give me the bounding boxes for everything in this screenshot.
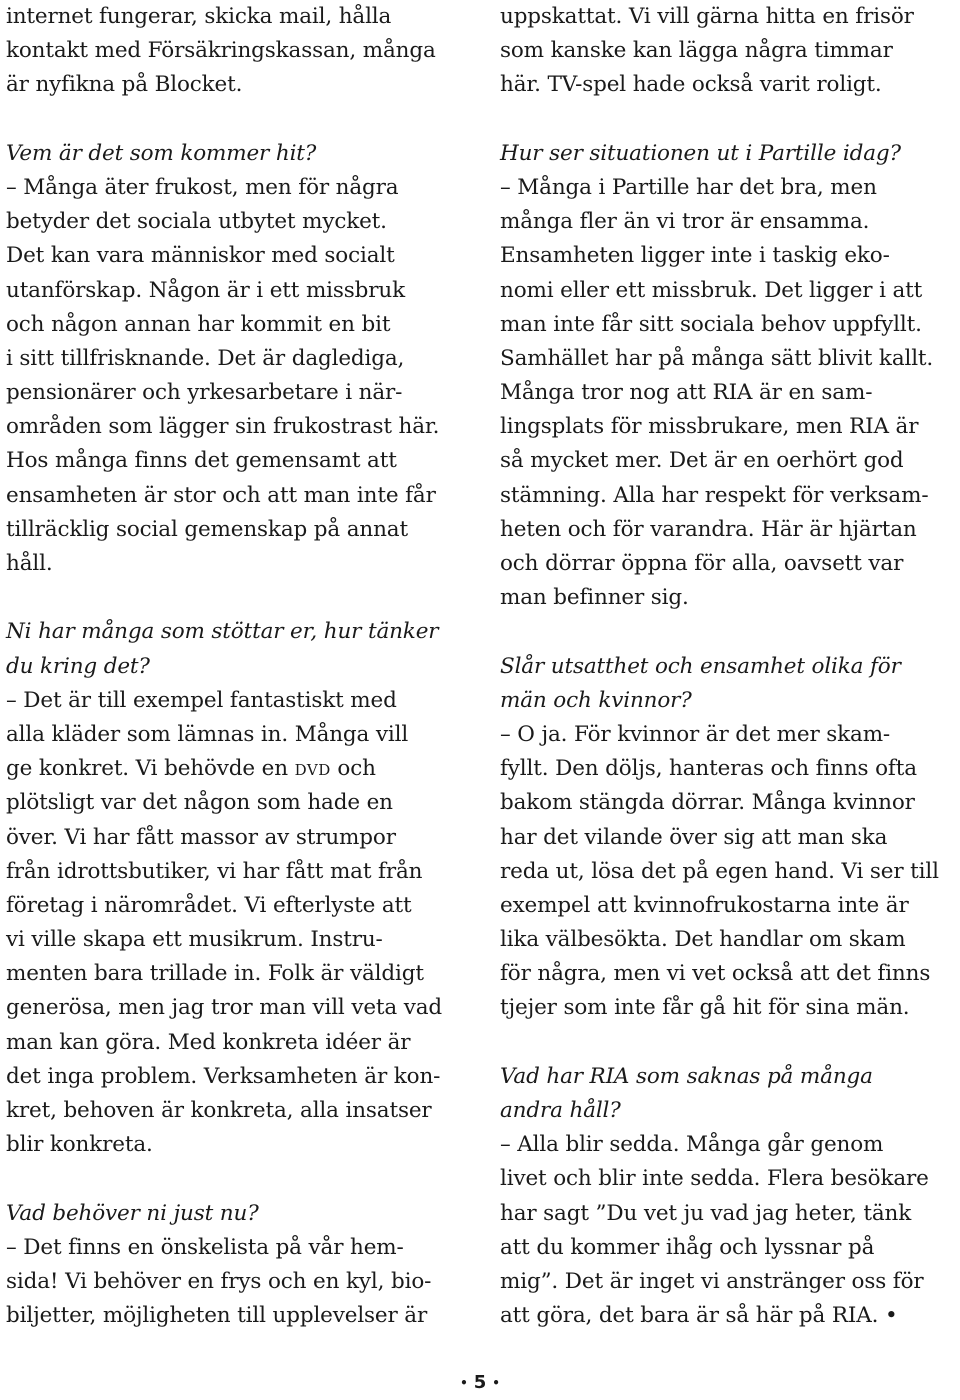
interview-question-line: andra håll?: [500, 1098, 621, 1123]
interview-answer-line: generösa, men jag tror man vill veta vad: [6, 995, 443, 1021]
interview-answer-line: Samhället har på många sätt blivit kallt.: [500, 345, 934, 371]
interview-answer-line: Många tror nog att RIA är en sam-: [500, 380, 873, 406]
interview-answer-line: har sagt ”Du vet ju vad jag heter, tänk: [500, 1200, 912, 1226]
interview-answer-line: är nyfikna på Blocket.: [6, 72, 243, 98]
interview-answer-line: håll.: [6, 551, 53, 576]
interview-answer-line: att du kommer ihåg och lyssnar på: [500, 1234, 875, 1260]
paragraph-gap: [6, 581, 471, 615]
interview-answer-line: blir konkreta.: [6, 1132, 153, 1158]
right-column: [500, 0, 960, 1333]
interview-answer-line: nomi eller ett missbruk. Det ligger i att: [500, 277, 923, 303]
interview-answer-line: kontakt med Försäkringskassan, många: [6, 38, 436, 64]
interview-answer-line: tillräcklig social gemenskap på annat: [6, 516, 408, 542]
interview-answer-line: företag i närområdet. Vi efterlyste att: [6, 892, 412, 918]
interview-answer-line: i sitt tillfrisknande. Det är dagledigа,: [6, 345, 405, 371]
interview-answer-line: områden som lägger sin frukostrast här.: [6, 414, 440, 440]
left-column-text: [6, 0, 471, 1333]
interview-answer-line: Hos många finns det gemensamt att: [6, 448, 397, 474]
interview-answer-line: Ensamheten ligger inte i taskig eko-: [500, 243, 890, 269]
interview-answer-line: internet fungerar, skicka mail, hålla: [6, 4, 392, 29]
page-number-value: 5: [473, 1372, 487, 1393]
interview-answer-line: vi ville skapa ett musikrum. Instru-: [6, 927, 383, 953]
interview-answer-line: och någon annan har kommit en bit: [6, 311, 391, 337]
interview-answer-line: – Det finns en önskelista på vår hem-: [6, 1234, 404, 1260]
interview-answer-line: bakom stängda dörrar. Många kvinnor: [500, 790, 915, 816]
interview-answer-line: pensionärer och yrkesarbetare i när-: [6, 380, 403, 406]
interview-answer-line: man befinner sig.: [500, 585, 689, 611]
interview-answer-line: – Många i Partille har det bra, men: [500, 174, 877, 200]
interview-question-line: Vad har RIA som saknas på många: [500, 1063, 873, 1089]
paragraph-gap: [500, 1026, 960, 1060]
right-column-text: [500, 0, 960, 1333]
interview-question-line: Slår utsatthet och ensamhet olika för: [500, 653, 901, 679]
interview-answer-line: utanförskap. Någon är i ett missbruk: [6, 277, 405, 303]
interview-answer-line: alla kläder som lämnas in. Många vill: [6, 721, 409, 747]
interview-answer-line: menten bara trillade in. Folk är väldigt: [6, 961, 424, 987]
paragraph-gap: [500, 103, 960, 137]
interview-answer-line: över. Vi har fått massor av strumpor: [6, 824, 396, 850]
interview-answer-line: man kan göra. Med konkreta idéer är: [6, 1029, 411, 1055]
page-number: [0, 1372, 960, 1393]
paragraph-gap: [500, 615, 960, 649]
interview-answer-line: har det vilande över sig att man ska: [500, 824, 888, 850]
interview-answer-line: plötsligt var det någon som hade en: [6, 790, 393, 816]
interview-answer-line: exempel att kvinnofrukostarna inte är: [500, 892, 909, 918]
page-number-ornament-right: •: [492, 1376, 500, 1390]
page-number-ornament-left: •: [460, 1376, 468, 1390]
paragraph-gap: [6, 1162, 471, 1196]
interview-question-line: män och kvinnor?: [500, 687, 692, 713]
interview-question-line: du kring det?: [6, 653, 150, 679]
interview-answer-line: heten och för varandra. Här är hjärtan: [500, 516, 917, 542]
interview-question-line: Vad behöver ni just nu?: [6, 1200, 259, 1226]
interview-answer-line: och dörrar öppna för alla, oavsett var: [500, 551, 904, 576]
interview-answer-line: reda ut, lösa det på egen hand. Vi ser till: [500, 858, 939, 884]
interview-answer-line: fyllt. Den döljs, hanteras och finns ofta: [500, 756, 917, 782]
interview-answer-line: – Många äter frukost, men för några: [6, 174, 399, 200]
small-caps-abbreviation: dvd: [294, 756, 331, 782]
interview-answer-line: från idrottsbutiker, vi har fått mat från: [6, 858, 423, 884]
interview-answer-line: här. TV-spel hade också varit roligt.: [500, 72, 882, 98]
interview-answer-line: ensamheten är stor och att man inte får: [6, 482, 436, 508]
left-column: [6, 0, 471, 1333]
interview-answer-line: tjejer som inte får gå hit för sina män.: [500, 995, 910, 1021]
paragraph-gap: [6, 103, 471, 137]
interview-answer-line: stämning. Alla har respekt för verksam-: [500, 482, 929, 508]
interview-answer-line: för några, men vi vet också att det finns: [500, 961, 931, 987]
interview-answer-line: uppskattat. Vi vill gärna hitta en frisör: [500, 4, 914, 29]
interview-answer-line: så mycket mer. Det är en oerhört god: [500, 448, 904, 474]
interview-answer-line: betyder det sociala utbytet mycket.: [6, 209, 387, 235]
interview-answer-line: livet och blir inte sedda. Flera besökare: [500, 1166, 929, 1192]
interview-answer-line: biljetter, möjligheten till upplevelser är: [6, 1303, 428, 1329]
interview-answer-line: som kanske kan lägga några timmar: [500, 38, 893, 64]
interview-answer-line: – O ja. För kvinnor är det mer skam-: [500, 721, 891, 747]
interview-answer-line: många fler än vi tror är ensamma.: [500, 209, 870, 235]
interview-answer-line: man inte får sitt sociala behov uppfyllt.: [500, 311, 922, 337]
interview-answer-line: ge konkret. Vi behövde en dvd och: [6, 756, 376, 782]
interview-answer-line: att göra, det bara är så här på RIA. •: [500, 1303, 898, 1329]
interview-answer-line: lika välbesökta. Det handlar om skam: [500, 927, 906, 953]
interview-answer-line: mig”. Det är inget vi anstränger oss för: [500, 1268, 924, 1294]
interview-answer-line: lingsplats för missbrukare, men RIA är: [500, 414, 919, 440]
interview-answer-line: det inga problem. Verksamheten är kon-: [6, 1063, 441, 1089]
interview-answer-line: – Det är till exempel fantastiskt med: [6, 687, 397, 713]
interview-question-line: Ni har många som stöttar er, hur tänker: [6, 619, 439, 645]
interview-answer-line: – Alla blir sedda. Många går genom: [500, 1132, 884, 1158]
interview-question-line: Vem är det som kommer hit?: [6, 140, 317, 166]
interview-answer-line: sida! Vi behöver en frys och en kyl, bio-: [6, 1268, 432, 1294]
interview-answer-line: kret, behoven är konkreta, alla insatser: [6, 1098, 432, 1123]
interview-question-line: Hur ser situationen ut i Partille idag?: [500, 140, 901, 166]
interview-answer-line: Det kan vara människor med socialt: [6, 243, 395, 269]
